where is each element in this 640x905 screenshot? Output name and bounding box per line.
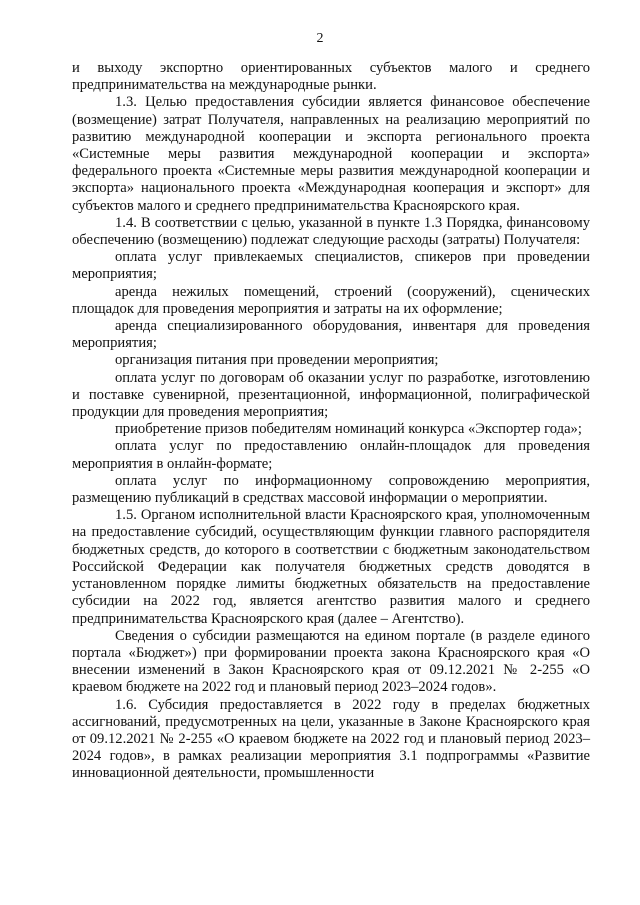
expense-item: приобретение призов победителям номинаций конкурса «Экспортер года»; bbox=[115, 421, 582, 438]
document-body bbox=[72, 60, 590, 783]
expense-item: оплата услуг привлекаемых специалистов, спикеров при проведении мероприятия; bbox=[72, 249, 590, 283]
paragraph-1-3: 1.3. Целью предоставления субсидии является финансовое обеспечение (возмещение) затрат Получателя, направленных на реализацию мероприятий по развитию международной кооперации и экспорта регионального проекта «Системные меры развития международной кооперации и экспорта» федерального проекта «Системные меры развития международной кооперации и экспорта» национального проекта «Международная кооперация и экспорт» для субъектов малого и среднего предпринимательства Красноярского края. bbox=[72, 94, 590, 214]
expense-item: оплата услуг по предоставлению онлайн-площадок для проведения мероприятия в онлайн-формате; bbox=[72, 438, 590, 472]
page-number: 2 bbox=[316, 31, 324, 46]
expense-item: организация питания при проведении мероприятия; bbox=[115, 352, 439, 369]
expense-item: оплата услуг по информационному сопровождению мероприятия, размещению публикаций в средствах массовой информации о мероприятии. bbox=[72, 472, 590, 507]
expense-item: аренда нежилых помещений, строений (сооружений), сценических площадок для проведения мероприятия и затраты на их оформление; bbox=[72, 283, 590, 317]
paragraph-subsidy-info: Сведения о субсидии размещаются на едином портале (в разделе единого портала «Бюджет») при формировании проекта закона Красноярского края «О внесении изменений в Закон Красноярского края от 09.12.2021 № 2-255 «О краевом бюджете на 2022 год и плановый период 2023–2024 годов». bbox=[72, 627, 590, 696]
expense-item: аренда специализированного оборудования, инвентаря для проведения мероприятия; bbox=[72, 318, 590, 352]
paragraph-1-6: 1.6. Субсидия предоставляется в 2022 году в пределах бюджетных ассигнований, предусмотренных на цели, указанные в Законе Красноярского края от 09.12.2021 № 2-255 «О краевом бюджете на 2022 год и плановый период 2023–2024 годов», в рамках реализации мероприятия 3.1 подпрограммы «Развитие инновационной деятельности, промышленности bbox=[72, 696, 590, 782]
paragraph-1-4: 1.4. В соответствии с целью, указанной в пункте 1.3 Порядка, финансовому обеспечению (возмещению) подлежат следующие расходы (затраты) Получателя: bbox=[72, 214, 590, 249]
paragraph-continuation: и выходу экспортно ориентированных субъектов малого и среднего предпринимательства на международные рынки. bbox=[72, 60, 590, 94]
paragraph-1-5: 1.5. Органом исполнительной власти Красноярского края, уполномоченным на предоставление субсидий, осуществляющим функции главного распорядителя бюджетных средств, до которого в соответствии с бюджетным законодательством Российской Федерации как получателя бюджетных средств доводятся в установленном порядке лимиты бюджетных обязательств на предоставление субсидии на 2022 год, является агентство развития малого и среднего предпринимательства Красноярского края (далее – Агентство). bbox=[72, 507, 590, 627]
expense-item: оплата услуг по договорам об оказании услуг по разработке, изготовлению и поставке сувенирной, презентационной, информационной, полиграфической продукции для проведения мероприятия; bbox=[72, 369, 590, 421]
